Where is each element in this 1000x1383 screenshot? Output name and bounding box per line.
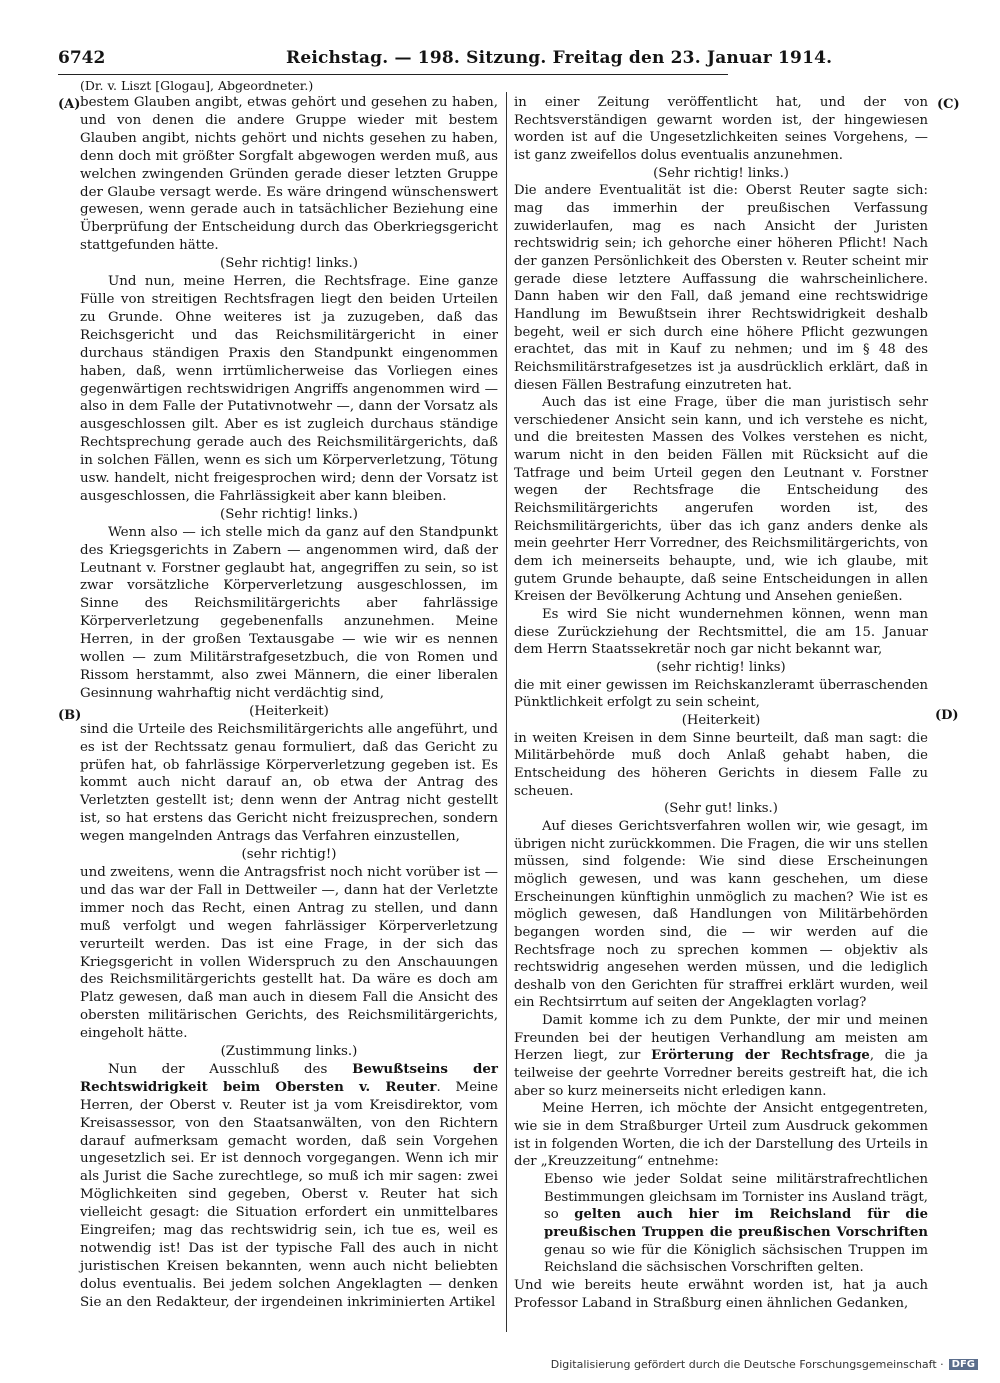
interjection: (Sehr richtig! links.) — [220, 506, 358, 522]
page-number: 6742 — [58, 48, 106, 68]
margin-marker-c: (C) — [937, 97, 960, 112]
footer-credit — [551, 1358, 978, 1371]
paragraph: und zweitens, wenn die Antragsfrist noch nicht vorüber ist — und das war der Fall in Dettweiler —, dann hat der Verletzte immer noch das Recht, einen Antrag zu stellen, und dann muß verfolgt und wegen fahrlässiger Körperverletzung verurteilt werden. Das ist eine Frage, in der sich das Kriegsgericht in vollen Widerspruch zu den Anschauungen des Reichsmilitärgerichts gestellt hat. Da wäre es doch am Platz gewesen, daß man auch in diesem Fall die Ansicht des obersten militärischen Gerichts, des Reichsmilitärgerichts, eingeholt hätte. — [80, 864, 498, 1042]
paragraph: sind die Urteile des Reichsmilitärgerichts alle angeführt, und es ist der Rechtssatz genau formuliert, daß das Gericht zu prüfen hat, ob fahrlässige Körperverletzung gegeben ist. Es kommt auch nicht darauf an, ob etwa der Antrag des Verletzten gestellt ist; denn wenn der Antrag nicht gestellt ist, so hat erstens das Gericht nicht freizusprechen, sondern wegen mangelnden Antrags das Verfahren einzustellen, — [80, 721, 498, 845]
interjection: (Zustimmung links.) — [220, 1044, 358, 1060]
paragraph: Die andere Eventualität ist die: Oberst Reuter sagte sich: mag das immerhin der preußischen Verfassung zuwiderlaufen, mag es nach Ansicht der Juristen rechtswidrig sein; ich gehorche einer höheren Pflicht! Nach der ganzen Persönlichkeit des Obersten v. Reuter scheint mir gerade diese letztere Auffassung die wahrscheinlichere. Dann haben wir den Fall, daß jemand eine rechtswidrige Handlung im Bewußtsein ihrer Rechtswidrigkeit deshalb begeht, weil er sich durch eine höhere Pflicht gezwungen erachtet, das mit in Kauf zu nehmen; und im § 48 des Reichsmilitärstrafgesetzes ist ja ausdrücklich erklärt, daß in diesen Fällen Bestrafung einzutreten hat. — [514, 183, 928, 393]
interjection: (sehr richtig!) — [241, 847, 337, 863]
interjection: (Sehr richtig! links.) — [653, 165, 789, 181]
text-run: Nun der Ausschluß des — [108, 1061, 353, 1077]
paragraph: Wenn also — ich stelle mich da ganz auf den Standpunkt des Kriegsgerichts in Zabern — angenommen wird, daß der Leutnant v. Forstner geglaubt hat, angegriffen zu sein, so ist zwar vorsätzliche Körperverletzung ausgeschlossen, im Sinne des Reichsmilitärgerichts aber fahrlässige Körperverletzung gegebenenfalls anzunehmen. Meine Herren, in der großen Textausgabe — wie wir es nennen wollen — zum Militärstrafgesetzbuch, die von Romen und Rissom herstammt, also zwei Männern, die einer liberalen Gesinnung wahrhaftig nicht verdächtig sind, — [80, 524, 498, 701]
paragraph: bestem Glauben angibt, etwas gehört und gesehen zu haben, und von denen die andere Gruppe wieder mit bestem Glauben angibt, nichts gehört und nichts gesehen zu haben, denn doch mit größter Sorgfalt abgewogen werden muß, aus welchen zwingenden Gründen gerade dieser letzten Gruppe der Glaube versagt werde. Es wäre dringend wünschenswert gewesen, wenn gerade auch in tatsächlicher Beziehung eine Überprüfung der Entscheidung durch das Oberkriegsgericht stattgefunden hätte. — [80, 95, 498, 254]
paragraph: Es wird Sie nicht wundernehmen können, wenn man diese Zurückziehung der Rechtsmittel, die am 15. Januar dem Herrn Staatssekretär noch gar nicht bekannt war, — [514, 607, 928, 658]
interjection: (Sehr richtig! links.) — [220, 256, 358, 272]
text-run: . Meine Herren, der Oberst v. Reuter ist ja vom Kreisdirektor, vom Kreisassessor, von den Staatsanwälten, von den Richtern darauf aufmerksam gemacht worden, daß sein Vorgehen ungesetzlich sei. Er ist dennoch vorgegangen. Wenn ich mir als Jurist die Sache zurechtlege, so muß ich mir sagen: zwei Möglichkeiten sind gegeben, Oberst v. Reuter hat sich vielleicht gesagt: die Situation erfordert ein unmittelbares Eingreifen; mag das rechtswidrig sein, ich tue es, weil es notwendig ist! Das ist der typische Fall des auch in nicht juristischen Kreisen bekannten, wenn auch nicht beliebten dolus eventualis. Bei jedem solchen Angeklagten — denken Sie an den Redakteur, der irgendeinen inkriminierten Artikel — [80, 1079, 498, 1310]
paragraph: Und wie bereits heute erwähnt worden ist, hat ja auch Professor Laband in Straßburg einen ähnlichen Gedanken, — [514, 1277, 928, 1311]
emphasis: gelten auch hier im Reichsland für die preußischen Truppen die preußischen Vorschriften — [544, 1207, 929, 1240]
page-header — [58, 46, 833, 75]
running-title: Reichstag. — 198. Sitzung. Freitag den 23. Januar 1914. — [286, 48, 833, 68]
paragraph: Auf dieses Gerichtsverfahren wollen wir, wie gesagt, im übrigen nicht zurückkommen. Die Fragen, die wir uns stellen müssen, sind folgende: Wie sind diese Erscheinungen möglich gewesen, und was kann geschehen, um diese Erscheinungen künftighin unmöglich zu machen? Wie ist es möglich gewesen, daß Handlungen von Militärbehörden begangen worden sind, die — wir werden auf die Rechtsfrage noch zu sprechen kommen — objektiv als rechtswidrig angesehen werden müssen, und die lediglich deshalb von den Gerichten für straffrei erklärt wurden, weil ein Rechtsirrtum auf seiten der Angeklagten vorlag? — [514, 818, 928, 1011]
right-column — [514, 94, 928, 1312]
paragraph: in einer Zeitung veröffentlicht hat, und der von Rechtsverständigen gewarnt worden ist, der hingewiesen worden ist auf die Ungesetzlichkeiten seines Vorgehens, — ist ganz zweifellos dolus eventualis anzunehmen. — [514, 95, 928, 163]
block-quote — [544, 1171, 928, 1277]
dfg-logo: DFG — [949, 1359, 978, 1370]
paragraph — [514, 1012, 928, 1100]
margin-marker-d: (D) — [935, 708, 959, 723]
text-run: genau so wie für die Königlich sächsischen Truppen im Reichsland die sächsischen Vorschriften gelten. — [544, 1242, 928, 1276]
paragraph: die mit einer gewissen im Reichskanzleramt überraschenden Pünktlichkeit erfolgt zu sein scheint, — [514, 677, 928, 711]
emphasis: Bewußtseins der Rechtswidrigkeit beim Obersten v. Reuter — [80, 1060, 498, 1095]
credit-text: Digitalisierung gefördert durch die Deutsche Forschungsgemeinschaft · — [550, 1358, 944, 1371]
interjection: (Heiterkeit) — [681, 712, 761, 728]
interjection: (Heiterkeit) — [249, 703, 329, 719]
text-run: , die ja teilweise der geehrte Vorredner bereits gestreift hat, die ich aber so kurz meinerseits nicht erledigen kann. — [514, 1048, 928, 1099]
paragraph: Auch das ist eine Frage, über die man juristisch sehr verschiedener Ansicht sein kann, und ich verstehe es nicht, und die breitesten Massen des Volkes verstehen es nicht, warum nicht in den beiden Fällen mit Rücksicht auf die Tatfrage und beim Urteil gegen den Leutnant v. Forstner wegen der Rechtsfrage die Entscheidung des Reichsmilitärgerichts angerufen worden ist, des Reichsmilitärgerichts, über das ich ganz anders denke als mein geehrter Herr Vorredner, des Reichsmilitärgerichts, von dem ich meinerseits behaupte, und, wie ich glaube, mit gutem Grunde behaupte, daß seine Entscheidungen in allen Kreisen der Bevölkerung Achtung und Ansehen genießen. — [514, 395, 928, 605]
interjection: (sehr richtig! links) — [656, 660, 786, 675]
column-divider — [506, 92, 507, 1332]
emphasis: Erörterung der Rechtsfrage — [651, 1048, 870, 1064]
left-column — [80, 94, 498, 1312]
interjection: (Sehr gut! links.) — [664, 801, 778, 817]
paragraph: Und nun, meine Herren, die Rechtsfrage. Eine ganze Fülle von streitigen Rechtsfragen liegt den beiden Urteilen zu Grunde. Ohne weiteres ist ja zuzugeben, daß das Reichsgericht und das Reichsmilitärgericht in einer durchaus ständigen Praxis den Standpunkt eingenommen haben, daß, wenn irrtümlicherweise das Vorliegen eines gegenwärtigen rechtswidrigen Angriffs angenommen wird — also in dem Falle der Putativnotwehr —, dann der Vorsatz als ausgeschlossen gilt. Aber es ist zugleich durchaus ständige Rechtsprechung gerade auch des Reichsmilitärgerichts, daß in solchen Fällen, wenn es sich um Körperverletzung, Tötung usw. handelt, nicht freigesprochen wird; denn der Vorsatz ist ausgeschlossen, die Fahrlässigkeit aber kann bleiben. — [80, 274, 498, 504]
paragraph: Meine Herren, ich möchte der Ansicht entgegentreten, wie sie in dem Straßburger Urteil zum Ausdruck gekommen ist in folgenden Worten, die ich der Darstellung des Urteils in der „Kreuzzeitung“ entnehme: — [514, 1101, 928, 1170]
text-run: Ebenso wie jeder Soldat seine militärstrafrechtlichen Bestimmungen gleichsam im Tornister ins Ausland trägt, so — [544, 1172, 928, 1223]
paragraph — [80, 1061, 498, 1312]
margin-marker-a: (A) — [58, 97, 81, 112]
text-run: Damit komme ich zu dem Punkte, der mir und meinen Freunden bei der heutigen Verhandlung am meisten am Herzen liegt, zur — [514, 1013, 928, 1064]
paragraph: in weiten Kreisen in dem Sinne beurteilt, daß man sagt: die Militärbehörde muß doch Anlaß gehabt haben, die Entscheidung des höheren Gerichts in diesem Falle zu scheuen. — [514, 730, 928, 799]
margin-marker-b: (B) — [58, 708, 82, 723]
speaker-line: (Dr. v. Liszt [Glogau], Abgeordneter.) — [80, 78, 314, 93]
